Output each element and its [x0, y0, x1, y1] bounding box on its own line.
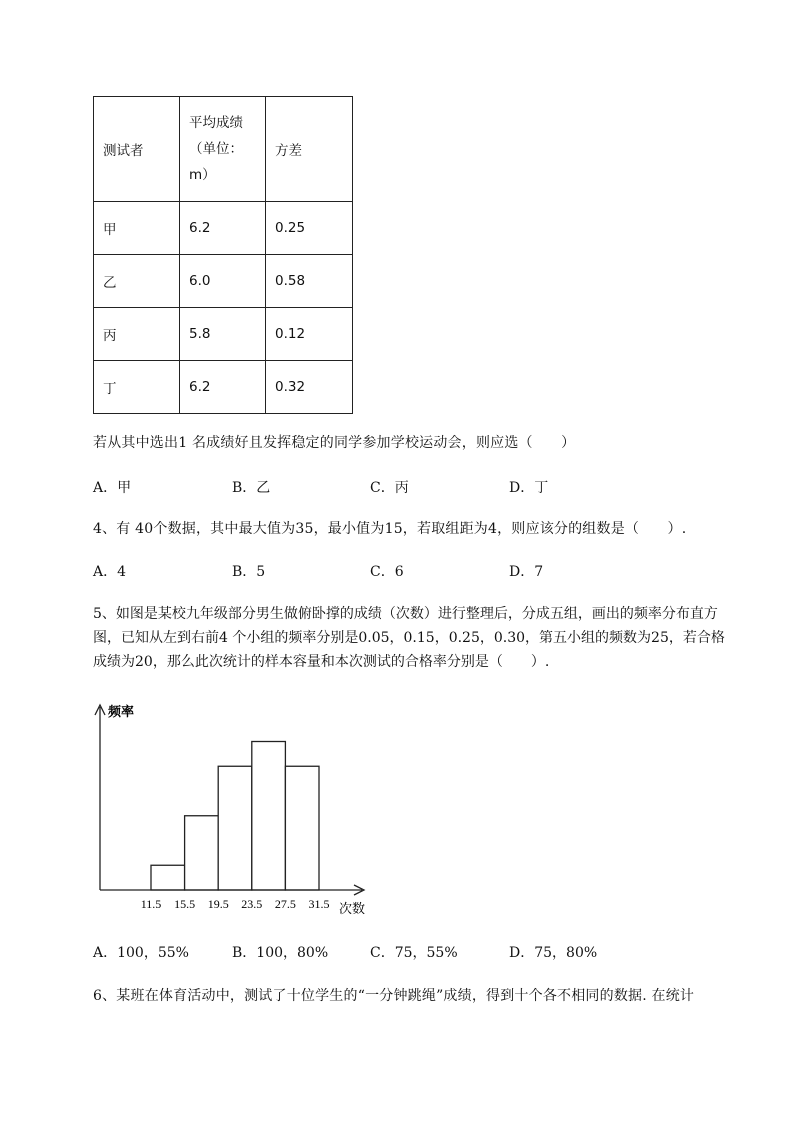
q3-option-d[interactable]: D．丁	[509, 480, 549, 496]
cell-name: 乙	[94, 255, 180, 308]
x-tick-label: 15.5	[174, 897, 196, 911]
q3-option-c[interactable]: C．丙	[370, 480, 409, 496]
q4-option-d[interactable]: D．7	[509, 564, 544, 580]
histogram-bar	[185, 816, 219, 890]
q4-option-b[interactable]: B．5	[232, 564, 266, 580]
histogram-bar	[218, 766, 252, 890]
cell-mean: 6.0	[180, 255, 266, 308]
x-tick-label: 27.5	[274, 897, 296, 911]
q5-stem: 5、如图是某校九年级部分男生做俯卧撑的成绩（次数）进行整理后，分成五组，画出的频率分布直方图，已知从左到右前4 个小组的频率分别是0.05，0.15，0.25，0.30，第五小组的频数为25，若合格成绩为20，那么此次统计的样本容量和本次测试的合格率分别是（ ）.	[93, 606, 725, 670]
cell-mean: 5.8	[180, 308, 266, 361]
q4-stem: 4、有 40个数据，其中最大值为35，最小值为15，若取组距为4，则应该分的组数是（ ）.	[93, 521, 687, 537]
q5-option-a[interactable]: A．100，55%	[93, 945, 189, 961]
header-mean-line3: m）	[189, 167, 216, 183]
q3-stem: 若从其中选出1 名成绩好且发挥稳定的同学参加学校运动会，则应选（ ）	[93, 435, 576, 451]
header-mean-line1: 平均成绩	[189, 115, 243, 131]
cell-variance: 0.58	[266, 255, 353, 308]
q5-option-b[interactable]: B．100，80%	[232, 945, 329, 961]
q4-option-a[interactable]: A．4	[93, 564, 127, 580]
cell-name: 丙	[94, 308, 180, 361]
x-tick-label: 11.5	[140, 897, 162, 911]
cell-name: 丁	[94, 361, 180, 414]
histogram-bar	[285, 766, 319, 890]
histogram-bars	[151, 742, 319, 891]
x-tick-label: 31.5	[308, 897, 330, 911]
header-mean-line2: （单位：	[189, 141, 243, 157]
header-tester: 测试者	[94, 97, 180, 202]
header-variance: 方差	[266, 97, 353, 202]
cell-mean: 6.2	[180, 361, 266, 414]
x-tick-label: 23.5	[241, 897, 263, 911]
q5-option-d[interactable]: D．75，80%	[509, 945, 598, 961]
cell-variance: 0.32	[266, 361, 353, 414]
histogram-bar	[151, 865, 185, 890]
x-axis-label: 次数	[339, 902, 366, 917]
q4-option-c[interactable]: C．6	[370, 564, 404, 580]
cell-mean: 6.2	[180, 202, 266, 255]
x-tick-label: 19.5	[207, 897, 229, 911]
histogram-bar	[252, 742, 286, 891]
cell-variance: 0.12	[266, 308, 353, 361]
cell-variance: 0.25	[266, 202, 353, 255]
q3-option-a[interactable]: A．甲	[93, 480, 132, 496]
q5-option-c[interactable]: C．75，55%	[370, 945, 458, 961]
cell-name: 甲	[94, 202, 180, 255]
x-tick-labels	[141, 897, 330, 911]
q6-stem: 6、某班在体育活动中，测试了十位学生的“一分钟跳绳”成绩，得到十个各不相同的数据. 在统计	[93, 988, 695, 1004]
y-axis-label: 频率	[108, 705, 135, 720]
q3-option-b[interactable]: B．乙	[232, 480, 271, 496]
